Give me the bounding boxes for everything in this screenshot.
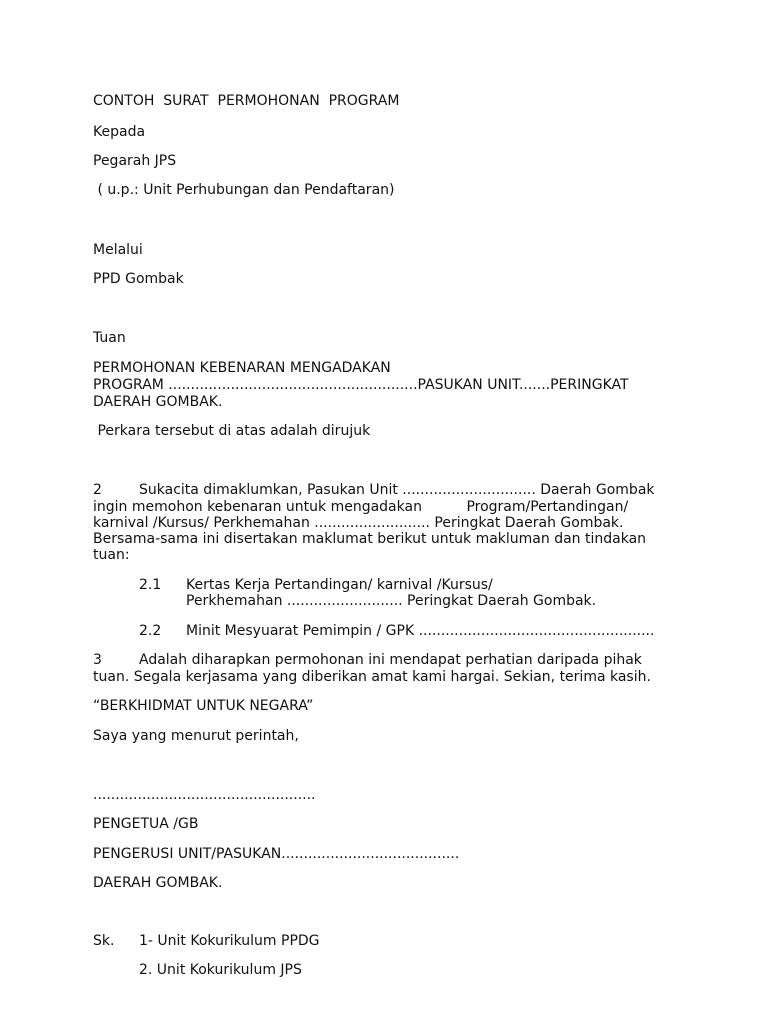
para3-number: 3: [93, 652, 102, 668]
para2-line-2: ingin memohon kebenaran untuk mengadakan Program/Pertandingan/: [93, 499, 629, 515]
para2-line-5: tuan:: [93, 547, 130, 563]
signatory-1: PENGETUA /GB: [93, 816, 199, 832]
signatory-2: PENGERUSI UNIT/PASUKAN........................................: [93, 846, 460, 862]
item-2-1-line-2: Perkhemahan .......................... Peringkat Daerah Gombak.: [186, 593, 597, 609]
cc-item-2: 2. Unit Kokurikulum JPS: [139, 962, 302, 978]
via-label: Melalui: [93, 242, 143, 258]
para3-line-2: tuan. Segala kerjasama yang diberikan amat kami hargai. Sekian, terima kasih.: [93, 669, 651, 685]
subject-line-2: PROGRAM ........................................................PASUKAN UNIT.......PERINGKAT: [93, 377, 629, 393]
item-2-1-number: 2.1: [139, 577, 162, 593]
signature-line: ..................................................: [93, 787, 316, 803]
subject-line-1: PERMOHONAN KEBENARAN MENGADAKAN: [93, 360, 391, 376]
reference-line: Perkara tersebut di atas adalah dirujuk: [93, 423, 371, 439]
para2-line-1: Sukacita dimaklumkan, Pasukan Unit .............................. Daerah Gombak: [139, 482, 655, 498]
para3-line-1: Adalah diharapkan permohonan ini mendapat perhatian daripada pihak: [139, 652, 642, 668]
para2-line-3: karnival /Kursus/ Perkhemahan .......................... Peringkat Daerah Gombak.: [93, 515, 624, 531]
cc-item-1: 1- Unit Kokurikulum PPDG: [139, 933, 320, 949]
via-recipient: PPD Gombak: [93, 271, 184, 287]
document-title: CONTOH SURAT PERMOHONAN PROGRAM: [93, 93, 400, 109]
item-2-2-text: Minit Mesyuarat Pemimpin / GPK .....................................................: [186, 623, 655, 639]
attention-line: ( u.p.: Unit Perhubungan dan Pendaftaran): [93, 182, 395, 198]
closing: Saya yang menurut perintah,: [93, 728, 299, 744]
motto: “BERKHIDMAT UNTUK NEGARA”: [93, 698, 314, 714]
recipient: Pegarah JPS: [93, 153, 177, 169]
to-label: Kepada: [93, 124, 146, 140]
cc-label: Sk.: [93, 933, 115, 949]
para2-line-4: Bersama-sama ini disertakan maklumat berikut untuk makluman dan tindakan: [93, 531, 647, 547]
subject-line-3: DAERAH GOMBAK.: [93, 394, 223, 410]
item-2-2-number: 2.2: [139, 623, 162, 639]
signatory-3: DAERAH GOMBAK.: [93, 875, 223, 891]
item-2-1-line-1: Kertas Kerja Pertandingan/ karnival /Kursus/: [186, 577, 493, 593]
para2-number: 2: [93, 482, 102, 498]
salutation: Tuan: [93, 330, 126, 346]
